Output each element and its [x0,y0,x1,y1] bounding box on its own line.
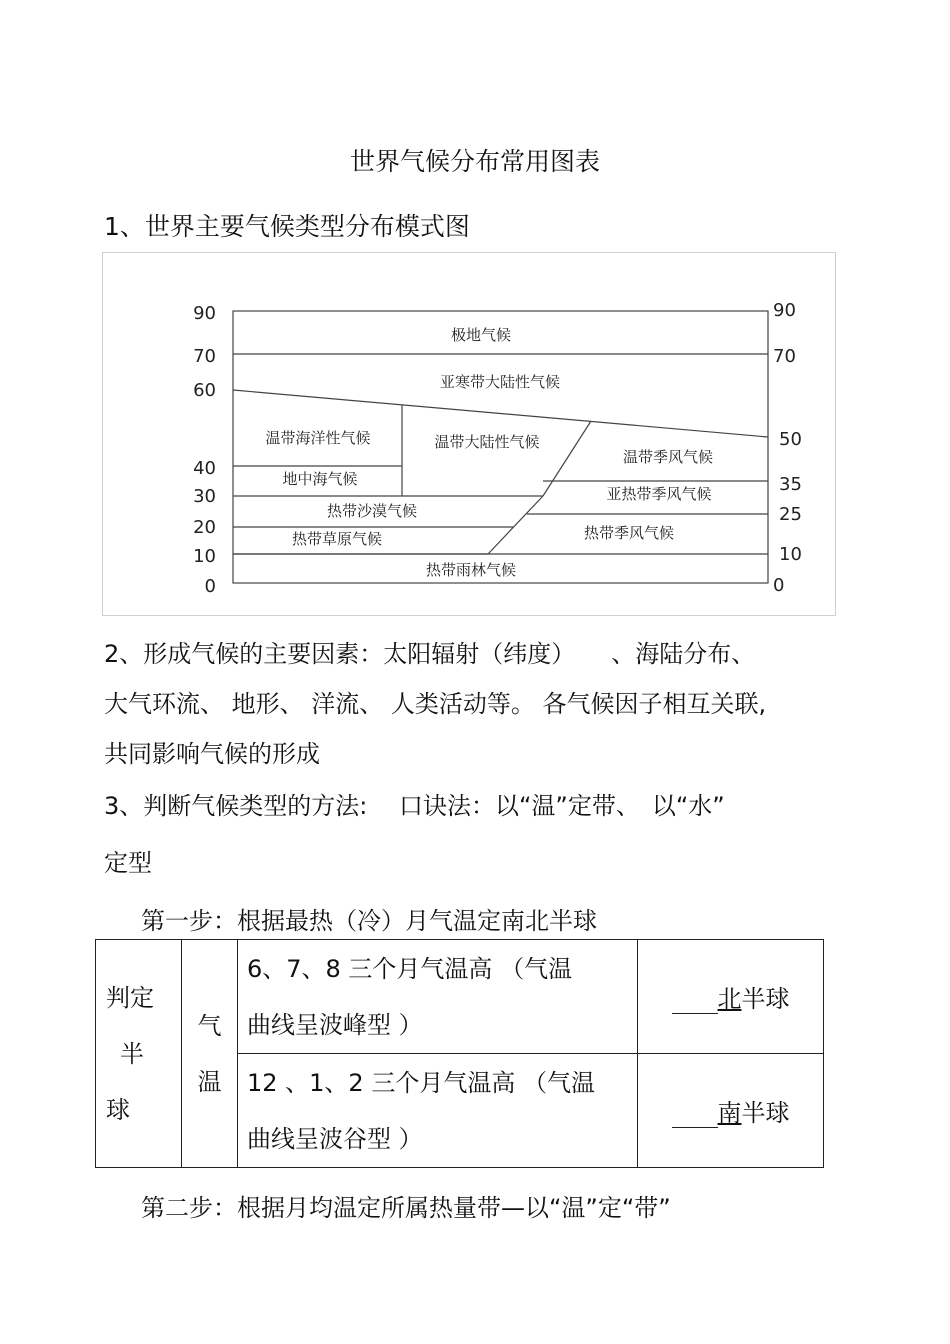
right-tick: 90 [773,300,796,321]
region-temperate-monsoon: 温带季风气候 [622,448,714,466]
right-tick: 10 [779,544,802,565]
answer-south-fill: 南 [717,1099,742,1127]
region-subarctic: 亚寒带大陆性气候 [439,373,561,391]
judge-label-3: 球 [106,1095,130,1124]
table-row [96,940,824,1054]
cell-answer-south [638,1054,824,1168]
region-temperate-maritime: 温带海洋性气候 [265,429,371,447]
left-tick: 60 [193,380,216,401]
region-subtropical-monsoon: 亚热带季风气候 [606,485,712,503]
diagonal-upper [543,421,591,496]
right-tick: 50 [779,429,802,450]
region-tropical-rainforest: 热带雨林气候 [425,561,517,579]
condition-north-line-1: 6、7、8 三个月气温高 （气温 [247,954,573,983]
judge-label-2: 半 [120,1039,144,1068]
region-tropical-savanna: 热带草原气候 [291,530,383,548]
left-tick: 20 [193,517,216,538]
left-tick: 40 [193,458,216,479]
right-tick: 0 [773,575,785,596]
region-mediterranean: 地中海气候 [282,470,358,488]
left-tick: 90 [193,303,216,324]
section-1-heading: 1、世界主要气候类型分布模式图 [104,212,470,241]
condition-south-line-1: 12 、1、2 三个月气温高 （气温 [247,1068,595,1097]
cell-judge-hemisphere [96,940,182,1168]
section-2-line-2: 大气环流、 地形、 洋流、 人类活动等。 各气候因子相互关联, [104,690,767,718]
diagonal-lower [488,496,543,554]
region-tropical-monsoon: 热带季风气候 [583,524,675,542]
page-title: 世界气候分布常用图表 [349,147,600,176]
left-tick: 30 [193,486,216,507]
cell-condition-north [238,940,638,1054]
condition-south-line-2: 曲线呈波谷型 ） [247,1124,423,1153]
cell-answer-north [638,940,824,1054]
cell-temperature [182,940,238,1168]
cell-condition-south [238,1054,638,1168]
answer-south [672,1093,790,1128]
left-tick: 70 [193,346,216,367]
region-polar: 极地气候 [450,326,512,344]
judge-label-1: 判定 [106,983,154,1012]
right-tick: 35 [779,474,802,495]
left-tick: 0 [204,576,216,597]
step-1: 第一步：根据最热（冷）月气温定南北半球 [141,907,597,935]
answer-south-rest: 半球 [741,1099,790,1127]
climate-distribution-diagram [103,253,837,617]
temperature-label-1: 气 [197,1011,222,1040]
right-tick: 70 [773,346,796,367]
answer-north [672,979,790,1014]
step-2: 第二步：根据月均温定所属热量带—以“温”定“带” [141,1194,671,1222]
section-2-line-1: 2、形成气候的主要因素：太阳辐射（纬度） 、海陆分布、 [104,640,756,668]
climate-diagram-frame [102,252,836,616]
hemisphere-judgement-table [95,939,824,1168]
section-2-line-3: 共同影响气候的形成 [104,740,320,768]
section-3-line-1: 3、判断气候类型的方法: 口诀法：以“温”定带、 以“水” [104,792,725,820]
temperature-label-2: 温 [197,1067,222,1096]
answer-north-rest: 半球 [741,985,790,1013]
section-3-line-2: 定型 [104,849,152,877]
condition-north-line-2: 曲线呈波峰型 ） [247,1010,423,1039]
region-temperate-continental: 温带大陆性气候 [434,433,540,451]
region-tropical-desert: 热带沙漠气候 [326,502,418,520]
right-tick: 25 [779,504,802,525]
left-tick: 10 [193,546,216,567]
answer-north-fill: 北 [717,985,742,1013]
